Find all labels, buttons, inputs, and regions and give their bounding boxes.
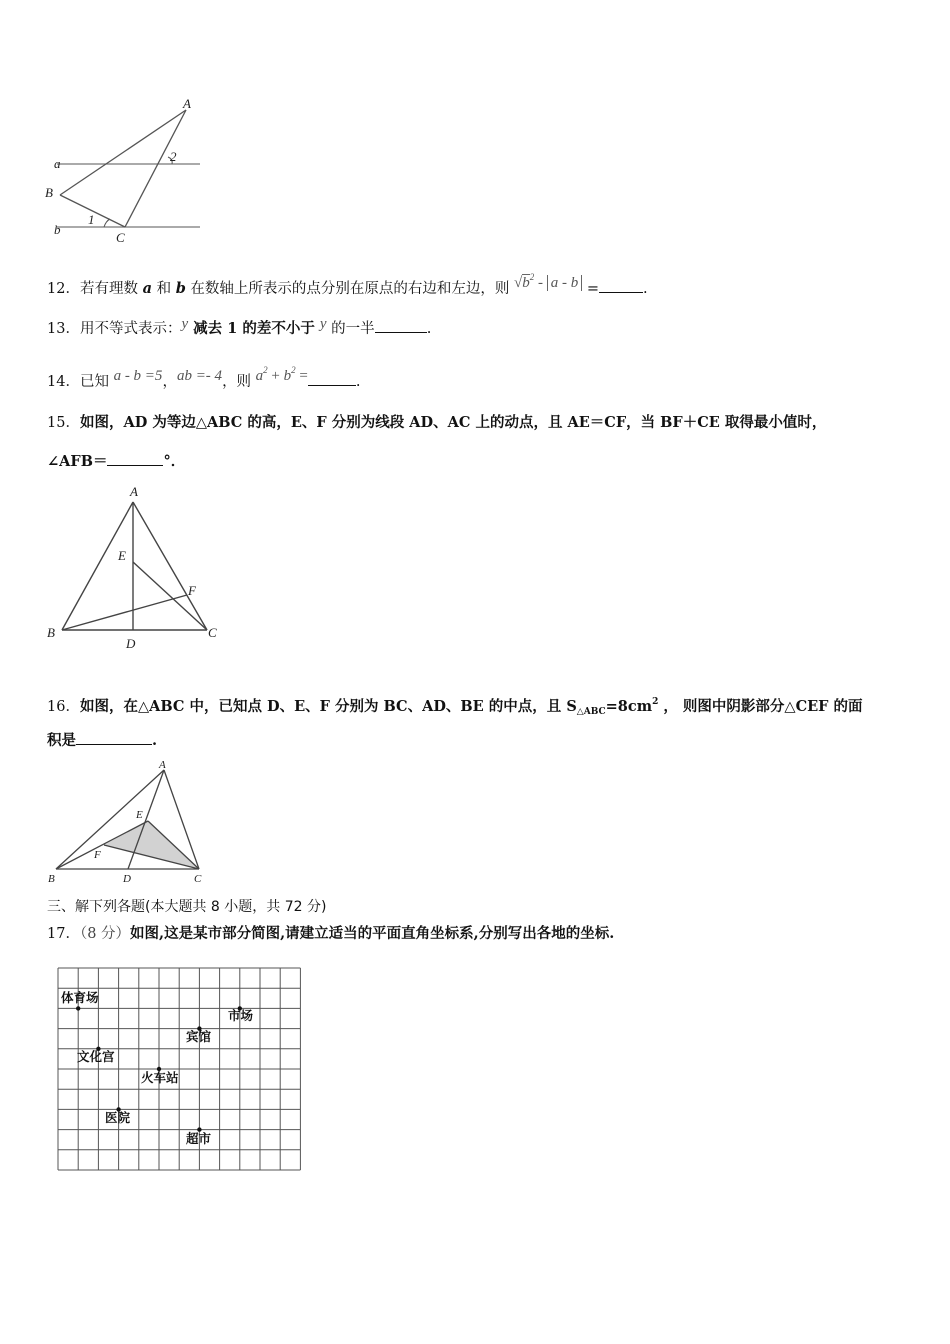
question-text: 如图，在△ABC 中，已知点 D、E、F 分别为 BC、AD、BE 的中点，且 S <box>79 698 577 715</box>
var-y: y <box>181 316 189 332</box>
question-13 <box>47 318 431 340</box>
var-y: y <box>319 316 327 332</box>
question-number: 17． <box>47 926 80 942</box>
comma: ， <box>162 374 177 390</box>
expression-sqrt-minus-abs: $√b^2$ - a - b <box>514 275 582 291</box>
question-number: 12． <box>47 281 80 297</box>
question-12 <box>47 272 648 300</box>
question-text: 如图，AD 为等边△ABC 的高，E、F 分别为线段 AD、AC 上的动点，且 AE＝CF，当 BF＋CE 取得最小值时， <box>79 414 827 431</box>
answer-blank[interactable] <box>308 371 356 386</box>
label-point-a: A <box>183 96 191 111</box>
place-label-train-station: 火车站 <box>141 1070 179 1085</box>
place-dot-stadium <box>76 1006 80 1010</box>
superscript: 2 <box>652 697 659 707</box>
question-text: ，则 <box>222 374 256 390</box>
var-b: b <box>175 280 186 297</box>
figure-parallel-lines <box>40 95 210 250</box>
label-line-b: b <box>54 222 61 237</box>
label-line-a: a <box>54 156 61 171</box>
city-map-grid <box>52 962 308 1174</box>
question-text: 如图,这是某市部分简图,请建立适当的平面直角坐标系,分别写出各地的坐标. <box>130 925 615 942</box>
question-score: （8 分） <box>79 926 131 942</box>
question-15-line1 <box>47 412 826 434</box>
label-angle-2: 2 <box>170 149 177 164</box>
label-angle-1: 1 <box>88 212 95 227</box>
question-text: 在数轴上所表示的点分别在原点的右边和左边，则 <box>185 281 515 297</box>
question-text: 若有理数 <box>79 281 143 297</box>
figure-equilateral-triangle <box>40 482 230 654</box>
question-number: 14． <box>47 374 80 390</box>
place-label-hospital: 医院 <box>105 1110 131 1125</box>
question-14 <box>47 365 360 393</box>
var-a: a <box>142 280 152 297</box>
answer-blank[interactable] <box>375 318 427 333</box>
place-label-hotel: 宾馆 <box>186 1029 212 1044</box>
label-point-b: B <box>48 873 55 885</box>
question-text: 用不等式表示： <box>79 321 182 337</box>
figure-midpoint-triangle <box>44 758 214 886</box>
period: . <box>426 321 432 337</box>
question-number: 15． <box>47 415 80 431</box>
label-point-b: B <box>47 625 55 640</box>
question-15-line2 <box>47 451 185 473</box>
question-17 <box>47 923 614 945</box>
question-number: 16． <box>47 699 80 715</box>
question-text: 和 <box>151 281 176 297</box>
question-16-line1 <box>47 691 863 723</box>
label-point-d: D <box>126 636 136 651</box>
label-point-e: E <box>136 809 143 821</box>
label-point-a: A <box>159 759 166 771</box>
expression-sum-squares: $a^2 + b^2$ = <box>255 365 308 384</box>
question-text: 积是 <box>47 732 76 749</box>
question-text: 减去 1 的差不小于 <box>188 320 320 337</box>
question-text: ， 则图中阴影部分△CEF 的面 <box>658 698 863 715</box>
place-label-supermarket: 超市 <box>186 1131 212 1146</box>
expression-ab: ab =- 4 <box>176 368 223 384</box>
place-label-culture-palace: 文化宫 <box>77 1049 115 1064</box>
place-label-market: 市场 <box>228 1008 254 1023</box>
period: . <box>643 281 648 297</box>
answer-blank[interactable] <box>76 730 152 745</box>
label-point-f: F <box>94 849 101 861</box>
question-number: 13． <box>47 321 80 337</box>
label-point-f: F <box>188 583 196 598</box>
label-point-c: C <box>116 230 125 245</box>
label-point-d: D <box>123 873 131 885</box>
answer-blank[interactable] <box>599 278 643 293</box>
subscript: △ABC <box>576 707 606 717</box>
question-text: 的一半 <box>326 321 375 337</box>
question-16-line2 <box>47 730 157 752</box>
place-label-stadium: 体育场 <box>61 990 99 1005</box>
degree-sign: °． <box>163 453 186 470</box>
question-text: 已知 <box>79 374 114 390</box>
period: . <box>355 374 361 390</box>
label-point-c: C <box>194 873 202 885</box>
label-point-a: A <box>130 484 138 499</box>
label-point-e: E <box>118 548 126 563</box>
question-text: ∠AFB＝ <box>47 453 108 470</box>
label-point-b: B <box>45 185 53 200</box>
answer-blank[interactable] <box>107 451 163 466</box>
label-point-c: C <box>208 625 217 640</box>
section-header: 三、解下列各题(本大题共 8 小题，共 72 分) <box>47 899 327 915</box>
question-text: =8cm <box>605 698 653 715</box>
expression-a-minus-b: a - b =5 <box>113 368 163 384</box>
equals-sign: = <box>582 281 600 297</box>
period: . <box>152 732 158 749</box>
